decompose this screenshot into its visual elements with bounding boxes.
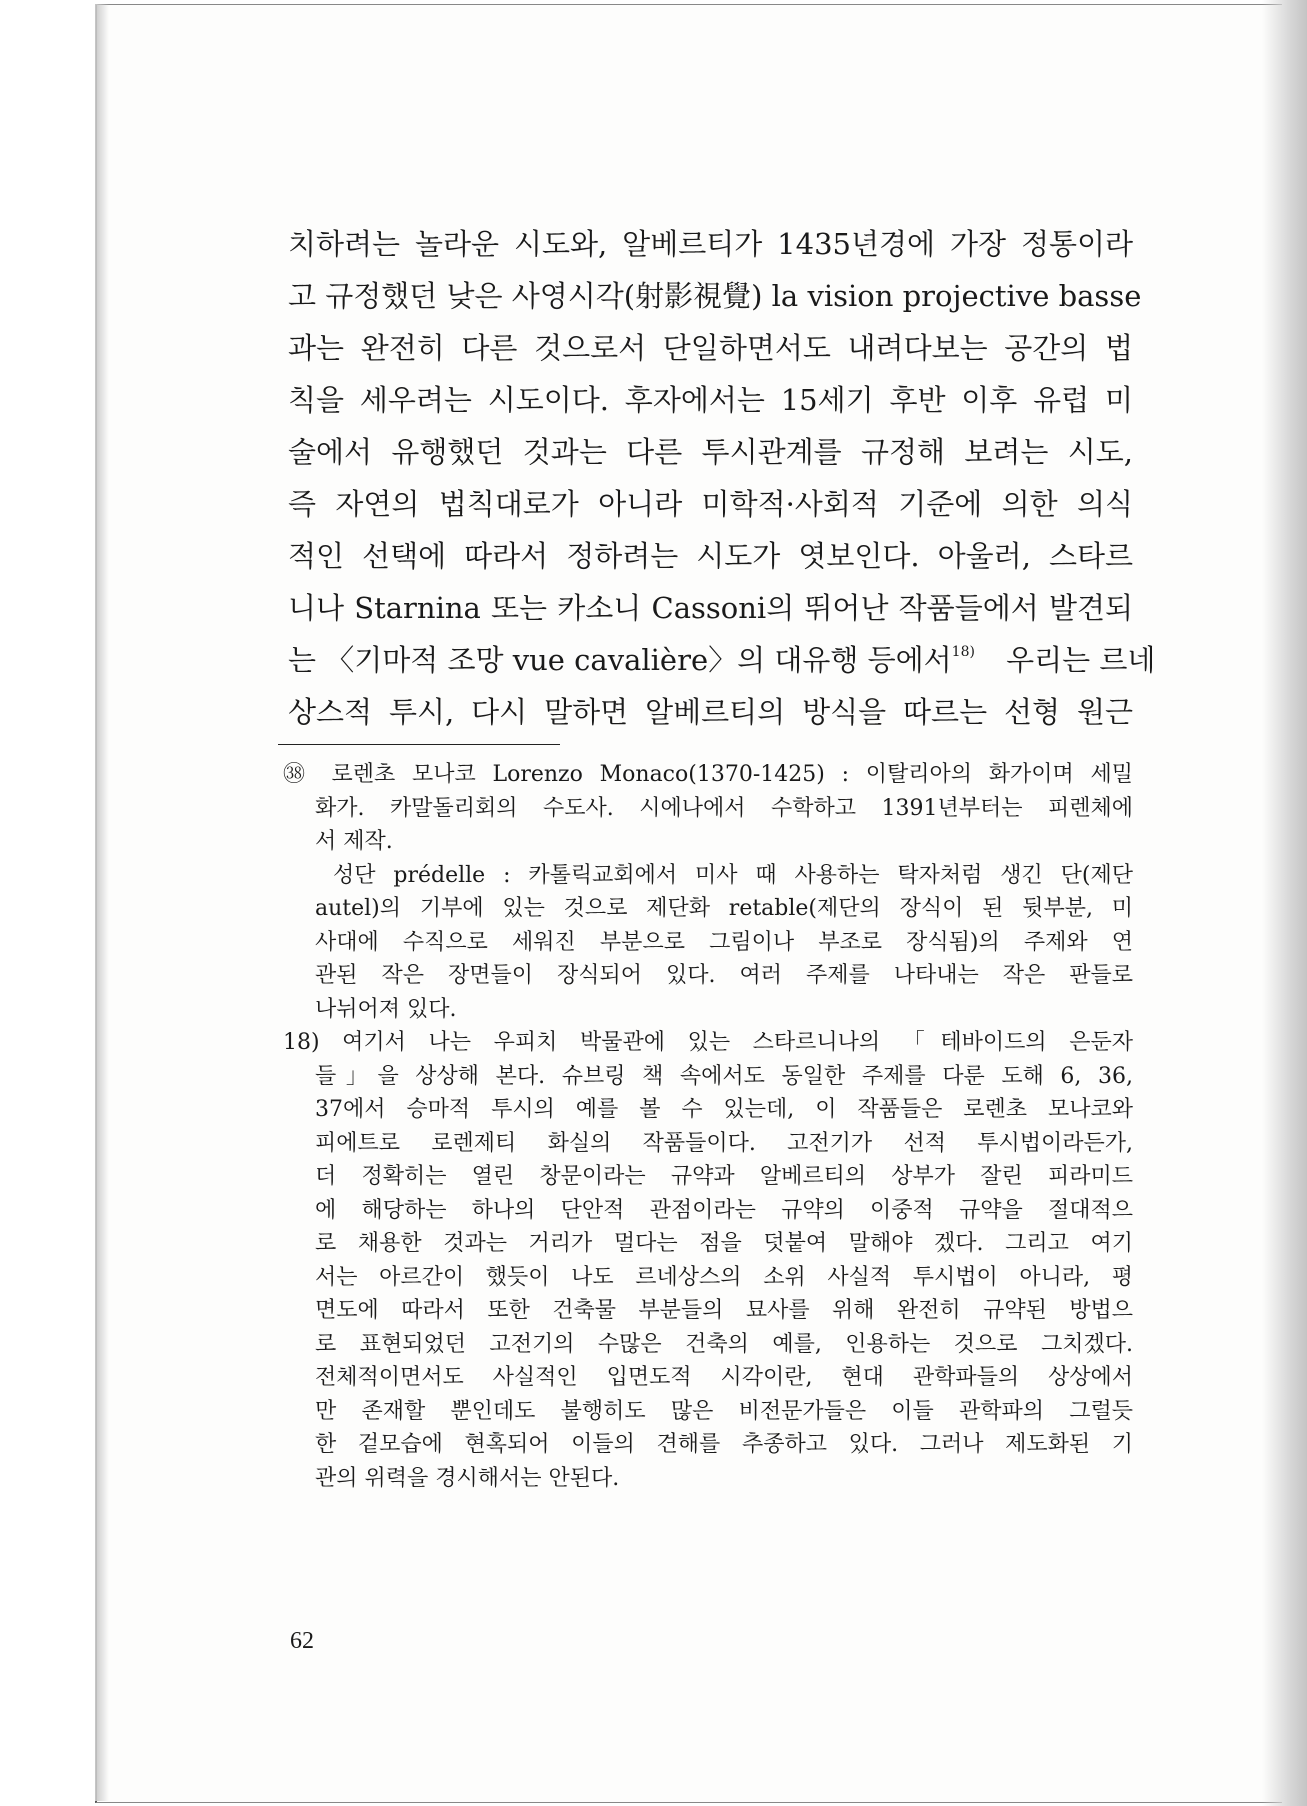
footnote-38-line: ㊳ 로렌초 모나코 Lorenzo Monaco(1370-1425) : 이탈리아의 화가이며 세밀 <box>283 762 1133 787</box>
footnote-18-line: 로 표현되었던 고전기의 수많은 건축의 예를, 인용하는 것으로 그치겠다. <box>315 1331 1133 1357</box>
body-line: 치하려는 놀라운 시도와, 알베르티가 1435년경에 가장 정통이라 <box>288 227 1133 261</box>
footnote-18-line: 더 정확히는 열린 창문이라는 규약과 알베르티의 상부가 잘린 피라미드 <box>315 1164 1133 1189</box>
footnote-18-line: 한 겉모습에 현혹되어 이들의 견해를 추종하고 있다. 그러나 제도화된 기 <box>315 1432 1133 1457</box>
body-line: 상스적 투시, 다시 말하면 알베르티의 방식을 따르는 선형 원근 <box>288 695 1133 729</box>
footnote-18-line: 로 채용한 것과는 거리가 멀다는 점을 덧붙여 말해야 겠다. 그리고 여기 <box>315 1231 1133 1256</box>
footnote-18-line: 37에서 승마적 투시의 예를 볼 수 있는데, 이 작품들은 로렌초 모나코와 <box>315 1097 1133 1122</box>
body-line-text: 는 〈기마적 조망 vue cavalière〉의 대유행 등에서 <box>288 643 952 677</box>
footnote-18-line: 18) 여기서 나는 우피치 박물관에 있는 스타르니나의 「테바이드의 은둔자 <box>283 1030 1133 1055</box>
footnote-38-line: 서 제작. <box>315 829 393 854</box>
footnote-18-line: 관의 위력을 경시해서는 안된다. <box>315 1465 620 1491</box>
body-line-tail: 우리는 르네 <box>996 643 1156 677</box>
body-line: 즉 자연의 법칙대로가 아니라 미학적·사회적 기준에 의한 의식 <box>288 487 1133 521</box>
footnote-18-line: 면도에 따라서 또한 건축물 부분들의 묘사를 위해 완전히 규약된 방법으 <box>315 1298 1133 1323</box>
footnote-18-line: 에 해당하는 하나의 단안적 관점이라는 규약의 이중적 규약을 절대적으 <box>315 1197 1133 1223</box>
footnote-separator <box>278 744 560 745</box>
footnote-18-line: 피에트로 로렌제티 화실의 작품들이다. 고전기가 선적 투시법이라든가, <box>315 1130 1133 1156</box>
footnote-18-line: 만 존재할 뿐인데도 불행히도 많은 비전문가들은 이들 관학파의 그럴듯 <box>315 1398 1133 1424</box>
body-text <box>288 218 1156 738</box>
predelle-note-line: 나뉘어져 있다. <box>315 996 457 1022</box>
body-line: 칙을 세우려는 시도이다. 후자에서는 15세기 후반 이후 유럽 미 <box>288 383 1133 417</box>
footnote-18-line: 전체적이면서도 사실적인 입면도적 시각이란, 현대 관학파들의 상상에서 <box>315 1365 1133 1390</box>
footnote-38-line: 화가. 카말돌리회의 수도사. 시에나에서 수학하고 1391년부터는 피렌체에 <box>315 795 1133 821</box>
predelle-note-line: 사대에 수직으로 세워진 부분으로 그림이나 부조로 장식됨)의 주제와 연 <box>315 929 1133 955</box>
predelle-note-line: 관된 작은 장면들이 장식되어 있다. 여러 주제를 나타내는 작은 판들로 <box>315 963 1133 988</box>
body-line: 과는 완전히 다른 것으로서 단일하면서도 내려다보는 공간의 법 <box>288 331 1133 365</box>
body-line: 술에서 유행했던 것과는 다른 투시관계를 규정해 보려는 시도, <box>288 435 1133 469</box>
body-line: 고 규정했던 낮은 사영시각(射影視覺) la vision projective basse <box>288 279 1142 313</box>
footnote-18-line: 들」을 상상해 본다. 슈브링 책 속에서도 동일한 주제를 다룬 도해 6, 36, <box>315 1063 1133 1089</box>
footnotes <box>283 758 1133 1495</box>
footnote-reference: 18) <box>951 644 975 660</box>
predelle-note-line: 성단 prédelle : 카톨릭교회에서 미사 때 사용하는 탁자처럼 생긴 단(제단 <box>333 862 1133 888</box>
page-edge-shadow <box>1262 0 1307 1806</box>
page-binding-shadow <box>95 4 109 1801</box>
predelle-note-line: autel)의 기부에 있는 것으로 제단화 retable(제단의 장식이 된 뒷부분, 미 <box>315 896 1133 921</box>
body-line: 니나 Starnina 또는 카소니 Cassoni의 뛰어난 작품들에서 발견되 <box>288 591 1133 625</box>
body-line: 적인 선택에 따라서 정하려는 시도가 엿보인다. 아울러, 스타르 <box>288 539 1133 573</box>
page-number: 62 <box>290 1628 314 1654</box>
body-line-with-footnote <box>288 634 1156 686</box>
footnote-18-line: 서는 아르간이 했듯이 나도 르네상스의 소위 사실적 투시법이 아니라, 평 <box>315 1264 1133 1290</box>
